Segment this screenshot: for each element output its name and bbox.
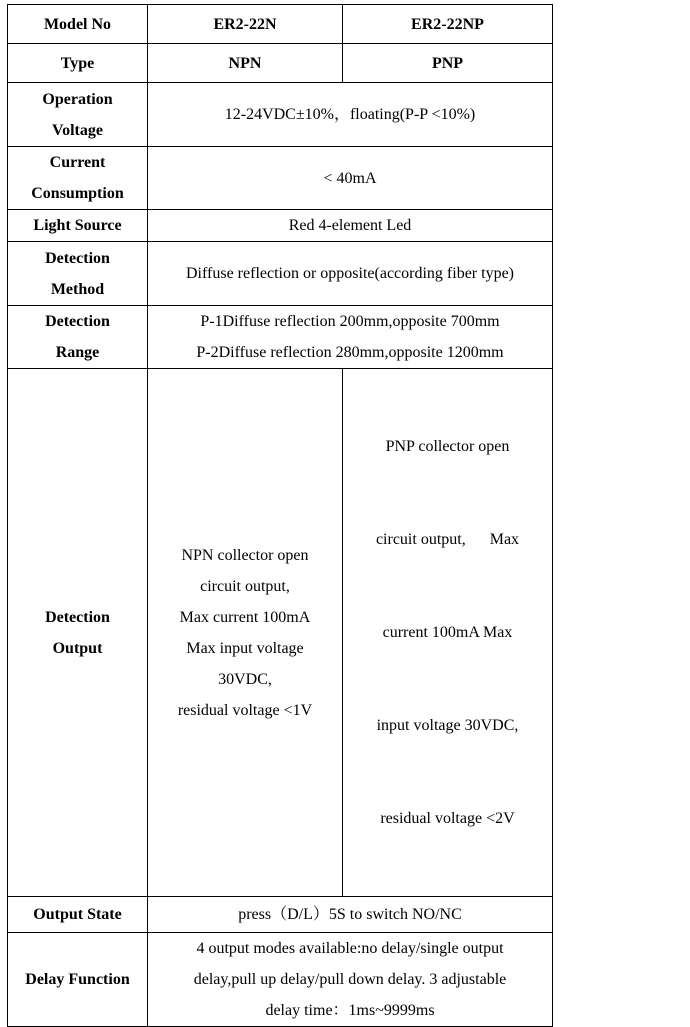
detection-range-line-1: P-1Diffuse reflection 200mm,opposite 700mm [200,313,500,330]
label-type: Type [8,44,148,83]
detection-range-value [148,306,553,369]
current-consumption-value: < 40mA [148,147,553,210]
detection-method-value: Diffuse reflection or opposite(according fiber type) [148,242,553,306]
label-detection-output: Detection Output [8,369,148,897]
model-pnp: ER2-22NP [343,5,553,44]
type-pnp: PNP [343,44,553,83]
label-detection-range: Detection Range [8,306,148,369]
row-operation-voltage [8,83,553,147]
operation-voltage-value: 12-24VDC±10%，floating(P-P <10%) [148,83,553,147]
spec-table [7,4,553,1027]
light-source-value: Red 4-element Led [148,210,553,242]
label-light-source: Light Source [8,210,148,242]
row-model-no [8,5,553,44]
label-delay-function: Delay Function [8,933,148,1027]
row-current-consumption [8,147,553,210]
row-output-state [8,897,553,933]
row-detection-range [8,306,553,369]
row-light-source [8,210,553,242]
model-npn: ER2-22N [148,5,343,44]
row-type [8,44,553,83]
row-detection-output [8,369,553,897]
label-operation-voltage: Operation Voltage [8,83,148,147]
label-current-consumption: Current Consumption [8,147,148,210]
detection-output-pnp: PNP collector open circuit output, Max current 100mA Max input voltage 30VDC, residual voltage <2V [343,369,553,897]
row-detection-method [8,242,553,306]
label-model-no: Model No [8,5,148,44]
label-output-state: Output State [8,897,148,933]
row-delay-function [8,933,553,1027]
delay-function-value: 4 output modes available:no delay/single output delay,pull up delay/pull down delay. 3 adjustable delay time：1ms~9999ms [148,933,553,1027]
detection-output-npn: NPN collector open circuit output, Max current 100mA Max input voltage 30VDC, residual voltage <1V [148,369,343,897]
detection-range-line-2: P-2Diffuse reflection 280mm,opposite 1200mm [196,344,504,361]
type-npn: NPN [148,44,343,83]
output-state-value: press（D/L）5S to switch NO/NC [148,897,553,933]
label-detection-method: Detection Method [8,242,148,306]
